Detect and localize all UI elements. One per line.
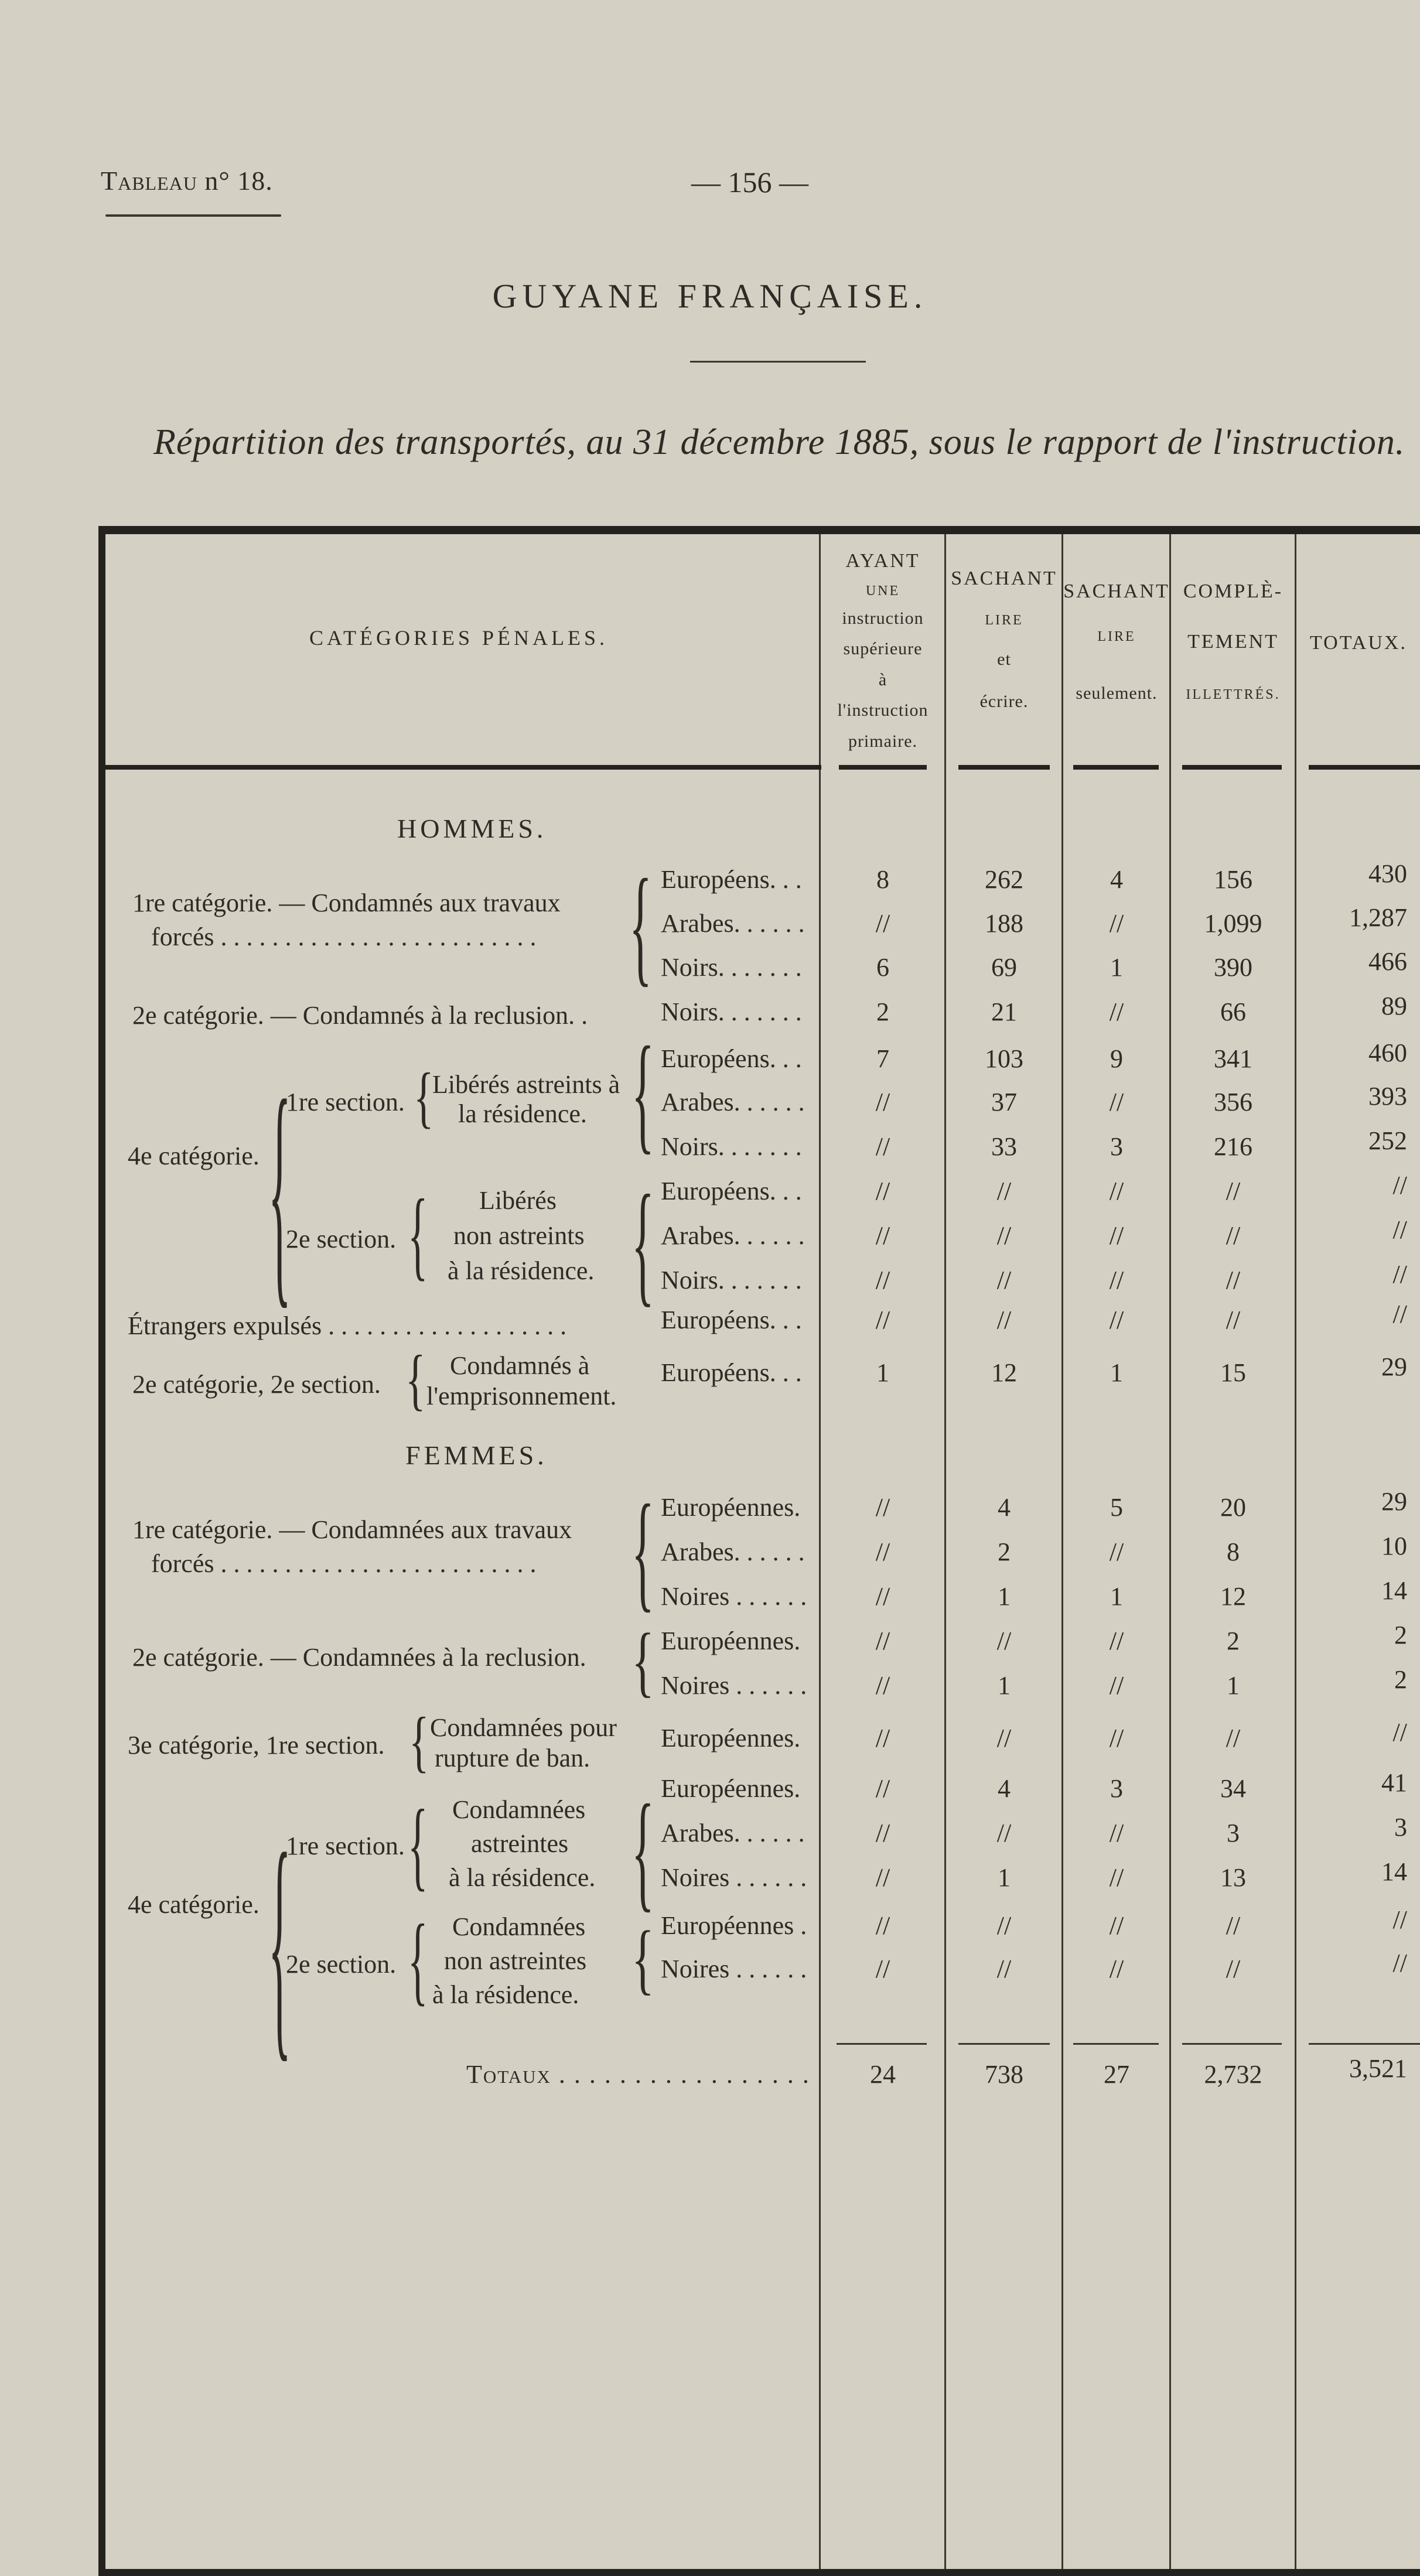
column-divider xyxy=(819,534,821,2569)
row-origin: Arabes. . . . . . xyxy=(661,1221,805,1250)
cell-c3: // xyxy=(1109,1819,1124,1847)
brace: { xyxy=(405,1342,426,1418)
cell-total: // xyxy=(1392,1215,1407,1244)
column-header-lire-ecrire: SACHANT LIRE et écrire. xyxy=(951,568,1057,711)
label-women-cat3-desc: rupture de ban. xyxy=(435,1744,590,1772)
cell-c4: 34 xyxy=(1220,1774,1246,1803)
cell-c3: // xyxy=(1109,1088,1124,1116)
row-origin: Européens. . . xyxy=(661,1044,802,1073)
cell-c2: 69 xyxy=(991,953,1017,982)
totals-c4: 2,732 xyxy=(1204,2060,1262,2089)
cell-c4: 2 xyxy=(1227,1627,1240,1655)
label-men-cat4-s1: 1re section. xyxy=(286,1088,405,1116)
brace: { xyxy=(268,1805,291,2084)
cell-c2: // xyxy=(996,1955,1012,1983)
totals-separator xyxy=(1309,2043,1420,2045)
header-separator xyxy=(105,765,821,770)
cell-c1: // xyxy=(875,1863,890,1892)
row-origin: Noirs. . . . . . . xyxy=(661,953,802,982)
cell-c4: // xyxy=(1226,1911,1241,1940)
cell-c4: 15 xyxy=(1220,1358,1246,1387)
table-reference-word: Tableau xyxy=(101,166,197,196)
cell-total: 460 xyxy=(1368,1038,1407,1067)
cell-c3: // xyxy=(1109,1911,1124,1940)
section-heading-men: HOMMES. xyxy=(397,814,547,843)
totals-separator xyxy=(958,2043,1050,2045)
cell-total: 29 xyxy=(1381,1352,1407,1381)
cell-total: 14 xyxy=(1381,1857,1407,1886)
cell-total: 1,287 xyxy=(1349,903,1407,932)
cell-c2: 37 xyxy=(991,1088,1017,1116)
label-women-cat4-s2: 2e section. xyxy=(286,1950,397,1979)
cell-total: 3 xyxy=(1394,1813,1407,1842)
brace: { xyxy=(409,1704,429,1780)
cell-c3: // xyxy=(1109,1221,1124,1250)
table-top-border xyxy=(98,526,1420,534)
brace: { xyxy=(632,1479,654,1624)
cell-c3: // xyxy=(1109,1863,1124,1892)
cell-c1: // xyxy=(875,909,890,938)
totals-c1: 24 xyxy=(870,2060,896,2089)
cell-c3: 3 xyxy=(1110,1132,1123,1161)
label-men-cat1-forces: forcés . . . . . . . . . . . . . . . . . . . . . . . . . xyxy=(151,923,537,951)
row-origin: Noires . . . . . . xyxy=(661,1863,807,1892)
cell-c3: // xyxy=(1109,1724,1124,1752)
cell-c3: // xyxy=(1109,1955,1124,1983)
cell-total: 2 xyxy=(1394,1621,1407,1649)
column-header-lire-seulement: SACHANT LIRE seulement. xyxy=(1063,580,1170,703)
cell-total: 393 xyxy=(1368,1082,1407,1111)
cell-c3: 5 xyxy=(1110,1493,1123,1522)
cell-c4: 341 xyxy=(1214,1044,1252,1073)
label-women-cat4-s1: 1re section. xyxy=(286,1832,405,1860)
label-men-cat4-s1-desc: la résidence. xyxy=(458,1099,587,1128)
cell-c4: // xyxy=(1226,1306,1241,1334)
cell-total: 2 xyxy=(1394,1665,1407,1694)
statistics-table xyxy=(98,526,1420,2576)
label-women-cat4-s1-desc: Condamnées xyxy=(452,1795,586,1824)
totals-grand: 3,521 xyxy=(1349,2054,1407,2083)
cell-total: 41 xyxy=(1381,1768,1407,1797)
cell-c3: // xyxy=(1109,1627,1124,1655)
cell-c1: // xyxy=(875,1221,890,1250)
cell-c2: // xyxy=(996,1177,1012,1205)
page-title: GUYANE FRANÇAISE. xyxy=(492,277,928,315)
cell-c4: 156 xyxy=(1214,865,1252,894)
cell-total: 29 xyxy=(1381,1487,1407,1516)
brace: { xyxy=(408,1790,428,1901)
table-reference xyxy=(101,165,273,196)
cell-total: 466 xyxy=(1368,947,1407,976)
cell-c2: 262 xyxy=(985,865,1023,894)
cell-c1: 2 xyxy=(876,997,889,1026)
table-bottom-border xyxy=(98,2569,1420,2576)
cell-c1: // xyxy=(875,1911,890,1940)
row-origin: Noires . . . . . . xyxy=(661,1582,807,1611)
totals-separator xyxy=(1073,2043,1159,2045)
cell-c2: 2 xyxy=(998,1538,1011,1566)
row-origin: Arabes. . . . . . xyxy=(661,1819,805,1847)
brace: { xyxy=(632,1169,654,1320)
cell-c2: // xyxy=(996,1911,1012,1940)
cell-c3: 1 xyxy=(1110,1358,1123,1387)
cell-c2: // xyxy=(996,1724,1012,1752)
header-separator xyxy=(839,765,927,770)
cell-c3: // xyxy=(1109,1306,1124,1334)
page-number: — 156 — xyxy=(691,166,808,199)
brace: { xyxy=(414,1060,434,1136)
row-origin: Européens. . . xyxy=(661,1306,802,1334)
row-origin: Noirs. . . . . . . xyxy=(661,1132,802,1161)
cell-c1: 6 xyxy=(876,953,889,982)
label-men-cat1: 1re catégorie. — Condamnés aux travaux xyxy=(132,889,561,917)
totals-c2: 738 xyxy=(985,2060,1023,2089)
label-men-cat2-s2: 2e catégorie, 2e section. xyxy=(132,1370,381,1399)
cell-total: 430 xyxy=(1368,859,1407,888)
cell-total: // xyxy=(1392,1718,1407,1747)
row-origin: Européens. . . xyxy=(661,865,802,894)
brace: { xyxy=(629,853,652,999)
cell-c4: // xyxy=(1226,1724,1241,1752)
header-separator xyxy=(1182,765,1282,770)
row-origin: Européennes. xyxy=(661,1627,801,1655)
row-origin: Européennes . xyxy=(661,1911,807,1940)
label-men-cat4-s2-desc: Libérés xyxy=(479,1186,557,1215)
label-women-cat4: 4e catégorie. xyxy=(128,1890,260,1919)
section-heading-women: FEMMES. xyxy=(405,1440,548,1470)
cell-c3: 3 xyxy=(1110,1774,1123,1803)
cell-c4: 1 xyxy=(1227,1671,1240,1700)
label-women-cat4-s1-desc: astreintes xyxy=(471,1829,569,1858)
row-origin: Arabes. . . . . . xyxy=(661,909,805,938)
cell-c1: // xyxy=(875,1132,890,1161)
cell-c1: 1 xyxy=(876,1358,889,1387)
cell-c4: // xyxy=(1226,1266,1241,1294)
cell-c2: 1 xyxy=(998,1671,1011,1700)
brace: { xyxy=(408,1180,428,1290)
cell-c1: // xyxy=(875,1819,890,1847)
column-header-illettres: COMPLÈ- TEMENT ILLETTRÉS. xyxy=(1183,580,1284,702)
cell-c3: // xyxy=(1109,1266,1124,1294)
cell-c3: // xyxy=(1109,1177,1124,1205)
cell-c1: // xyxy=(875,1177,890,1205)
cell-c1: 8 xyxy=(876,865,889,894)
cell-c1: // xyxy=(875,1582,890,1611)
cell-c1: // xyxy=(875,1627,890,1655)
row-origin: Européennes. xyxy=(661,1493,801,1522)
row-origin: Noirs. . . . . . . xyxy=(661,1266,802,1294)
brace: { xyxy=(632,1021,654,1166)
cell-total: // xyxy=(1392,1905,1407,1934)
cell-c2: 188 xyxy=(985,909,1023,938)
cell-c3: // xyxy=(1109,997,1124,1026)
label-men-cat4-s1-desc: Libérés astreints à xyxy=(432,1070,620,1099)
label-women-cat4-s2-desc: Condamnées xyxy=(452,1912,586,1941)
cell-total: 14 xyxy=(1381,1576,1407,1605)
cell-c4: 12 xyxy=(1220,1582,1246,1611)
cell-c3: // xyxy=(1109,1671,1124,1700)
label-men-cat4-s2: 2e section. xyxy=(286,1225,397,1253)
page-subtitle: Répartition des transportés, au 31 décembre 1885, sous le rapport de l'instruction. xyxy=(153,422,1405,462)
cell-total: 10 xyxy=(1381,1532,1407,1560)
cell-c3: 1 xyxy=(1110,953,1123,982)
brace: { xyxy=(632,1915,654,2003)
cell-c3: 9 xyxy=(1110,1044,1123,1073)
cell-c2: 1 xyxy=(998,1863,1011,1892)
row-origin: Européens. . . xyxy=(661,1177,802,1205)
cell-c2: 103 xyxy=(985,1044,1023,1073)
cell-c2: 12 xyxy=(991,1358,1017,1387)
brace: { xyxy=(632,1779,654,1924)
label-women-cat1: 1re catégorie. — Condamnées aux travaux xyxy=(132,1515,572,1544)
cell-c2: 4 xyxy=(998,1774,1011,1803)
row-origin: Arabes. . . . . . xyxy=(661,1088,805,1116)
cell-c1: // xyxy=(875,1088,890,1116)
row-origin: Noirs. . . . . . . xyxy=(661,997,802,1026)
row-origin: Noires . . . . . . xyxy=(661,1671,807,1700)
table-left-border xyxy=(98,526,105,2576)
label-men-cat4-s2-desc: non astreints xyxy=(453,1221,585,1250)
cell-c2: 33 xyxy=(991,1132,1017,1161)
cell-c2: // xyxy=(996,1627,1012,1655)
cell-total: 252 xyxy=(1368,1126,1407,1155)
label-men-cat2: 2e catégorie. — Condamnés à la reclusion. . xyxy=(132,1001,588,1030)
cell-c1: // xyxy=(875,1955,890,1983)
cell-c3: // xyxy=(1109,1538,1124,1566)
label-men-cat2-s2-desc: Condamnés à xyxy=(450,1351,590,1380)
totals-separator xyxy=(1182,2043,1282,2045)
label-men-cat4: 4e catégorie. xyxy=(128,1142,260,1170)
cell-c2: // xyxy=(996,1306,1012,1334)
cell-c4: 20 xyxy=(1220,1493,1246,1522)
cell-total: // xyxy=(1392,1949,1407,1977)
cell-c1: // xyxy=(875,1724,890,1752)
column-header-totaux: TOTAUX. xyxy=(1310,632,1407,654)
label-women-cat4-s1-desc: à la résidence. xyxy=(449,1863,596,1892)
label-men-cat2-s2-desc: l'emprisonnement. xyxy=(426,1382,617,1410)
header-rule xyxy=(105,214,281,217)
cell-c4: 3 xyxy=(1227,1819,1240,1847)
totals-c3: 27 xyxy=(1104,2060,1129,2089)
brace: { xyxy=(268,1052,291,1331)
table-reference-number: n° 18. xyxy=(197,166,273,196)
cell-c2: // xyxy=(996,1266,1012,1294)
column-header-categories: CATÉGORIES PÉNALES. xyxy=(309,626,609,650)
cell-c4: 390 xyxy=(1214,953,1252,982)
cell-c1: // xyxy=(875,1493,890,1522)
brace: { xyxy=(408,1905,428,2015)
label-totals: Totaux . . . . . . . . . . . . . . . . . xyxy=(466,2060,810,2089)
label-women-cat2: 2e catégorie. — Condamnées à la reclusion. xyxy=(132,1643,586,1672)
row-origin: Européens. . . xyxy=(661,1358,802,1387)
label-women-cat3: 3e catégorie, 1re section. xyxy=(128,1731,385,1760)
label-women-cat3-desc: Condamnées pour xyxy=(430,1713,617,1742)
cell-c4: 8 xyxy=(1227,1538,1240,1566)
cell-c4: 216 xyxy=(1214,1132,1252,1161)
cell-c3: 4 xyxy=(1110,865,1123,894)
cell-c4: // xyxy=(1226,1955,1241,1983)
cell-c1: // xyxy=(875,1671,890,1700)
cell-c2: 1 xyxy=(998,1582,1011,1611)
cell-c1: // xyxy=(875,1538,890,1566)
cell-c2: 4 xyxy=(998,1493,1011,1522)
totals-separator xyxy=(837,2043,927,2045)
cell-c2: // xyxy=(996,1221,1012,1250)
row-origin: Européennes. xyxy=(661,1724,801,1752)
cell-total: // xyxy=(1392,1300,1407,1328)
title-rule xyxy=(690,361,866,363)
cell-c3: 1 xyxy=(1110,1582,1123,1611)
label-women-cat4-s2-desc: à la résidence. xyxy=(432,1980,579,2009)
cell-c4: // xyxy=(1226,1177,1241,1205)
cell-c1: // xyxy=(875,1306,890,1334)
header-separator xyxy=(1073,765,1159,770)
brace: { xyxy=(632,1618,654,1705)
cell-total: // xyxy=(1392,1260,1407,1289)
label-men-cat4-s2-desc: à la résidence. xyxy=(448,1256,595,1285)
cell-c2: 21 xyxy=(991,997,1017,1026)
cell-c4: 66 xyxy=(1220,997,1246,1026)
row-origin: Arabes. . . . . . xyxy=(661,1538,805,1566)
label-expelled: Étrangers expulsés . . . . . . . . . . . . . . . . . . . xyxy=(128,1311,567,1340)
cell-c1: 7 xyxy=(876,1044,889,1073)
cell-total: // xyxy=(1392,1171,1407,1200)
row-origin: Européennes. xyxy=(661,1774,801,1803)
cell-c3: // xyxy=(1109,909,1124,938)
header-separator xyxy=(958,765,1050,770)
cell-c4: 356 xyxy=(1214,1088,1252,1116)
column-header-instruction-superieure: AYANT UNE instruction supérieure à l'instruction primaire. xyxy=(837,550,929,751)
cell-c4: // xyxy=(1226,1221,1241,1250)
cell-total: 89 xyxy=(1381,992,1407,1020)
label-women-cat4-s2-desc: non astreintes xyxy=(444,1946,587,1975)
row-origin: Noires . . . . . . xyxy=(661,1955,807,1983)
cell-c1: // xyxy=(875,1266,890,1294)
cell-c2: // xyxy=(996,1819,1012,1847)
cell-c4: 1,099 xyxy=(1204,909,1262,938)
label-women-cat1-forces: forcés . . . . . . . . . . . . . . . . . . . . . . . . . xyxy=(151,1549,537,1578)
cell-c1: // xyxy=(875,1774,890,1803)
header-separator xyxy=(1309,765,1420,770)
cell-c4: 13 xyxy=(1220,1863,1246,1892)
